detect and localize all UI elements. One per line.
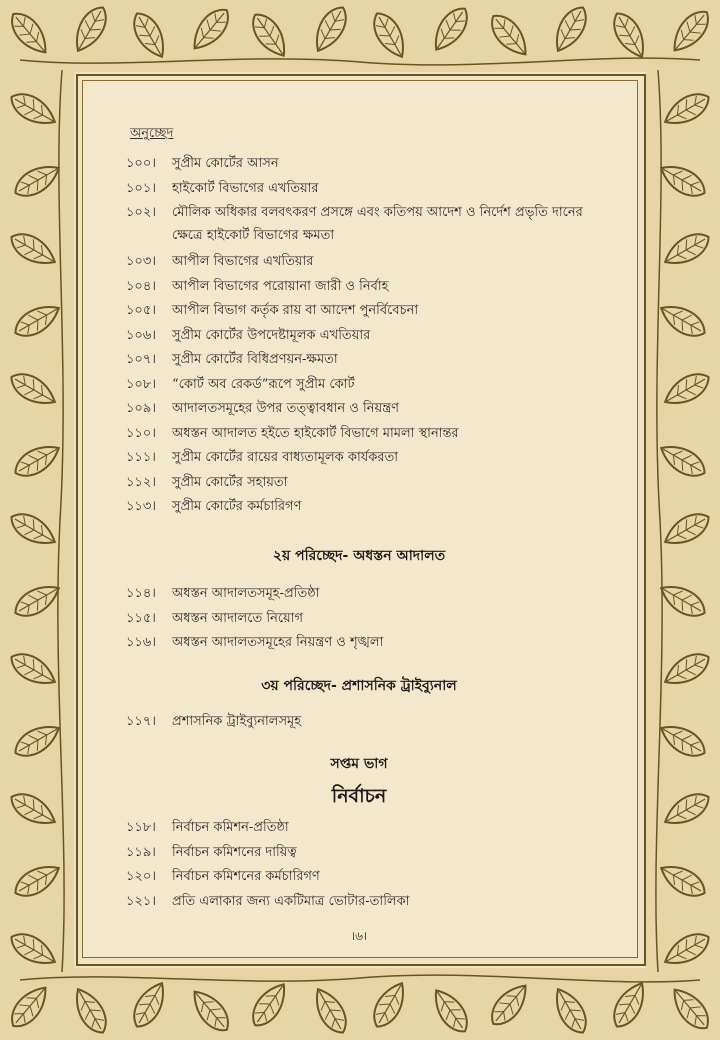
article-number: ১১০। (126, 425, 156, 441)
article-title: সুপ্রীম কোর্টের আসন (172, 156, 279, 171)
list-item (126, 152, 616, 175)
article-title: আপীল বিভাগ কর্তৃক রায় বা আদেশ পুনর্বিবেচনা (172, 303, 419, 318)
page-number: ।৬। (350, 929, 368, 943)
list-item (126, 397, 616, 420)
list-item (126, 422, 616, 445)
article-number: ১০২। (126, 205, 156, 220)
article-number: ১১৯। (126, 844, 156, 860)
article-title: অধস্তন আদালতসমূহের নিয়ন্ত্রণ ও শৃঙ্খলা (172, 635, 384, 650)
section-label: অনুচ্ছেদ (130, 126, 174, 141)
list-item (126, 582, 616, 605)
article-number: ১০৫। (126, 303, 156, 318)
article-number: ১০৮। (126, 376, 156, 392)
article-title: আদালতসমূহের উপর তত্ত্বাবধান ও নিয়ন্ত্রণ (172, 401, 400, 416)
list-item (126, 275, 616, 298)
article-title: সুপ্রীম কোর্টের কর্মচারিগণ (172, 499, 302, 514)
list-item (126, 201, 616, 247)
article-title: নির্বাচন কমিশন-প্রতিষ্ঠা (172, 820, 289, 835)
list-item (126, 299, 616, 322)
list-item (126, 177, 616, 200)
chapter-3-heading: ৩য় পরিচ্ছেদ- প্রশাসনিক ট্রাইব্যুনাল (261, 678, 457, 694)
article-number: ১১৪। (126, 586, 156, 601)
article-title: সুপ্রীম কোর্টের সহায়তা (172, 474, 288, 490)
article-number: ১১৬। (126, 635, 156, 650)
article-title: সুপ্রীম কোর্টের বিধিপ্রণয়ন-ক্ষমতা (172, 352, 338, 367)
article-number: ১১৫। (126, 610, 156, 626)
article-number: ১০৯। (126, 401, 156, 416)
article-number: ১১৮। (126, 820, 156, 835)
article-title: নির্বাচন কমিশনের কর্মচারিগণ (172, 869, 320, 884)
article-number: ১০৩। (126, 254, 156, 269)
list-item (126, 446, 616, 469)
article-title: অধস্তন আদালতে নিয়োগ (172, 610, 303, 626)
article-number: ১০০। (126, 156, 156, 171)
article-title: হাইকোর্ট বিভাগের এখতিয়ার (172, 180, 319, 196)
list-item (126, 890, 616, 913)
article-number: ১০৪। (126, 278, 156, 294)
list-item (126, 324, 616, 347)
article-title: অধস্তন আদালতসমূহ-প্রতিষ্ঠা (172, 586, 320, 601)
article-title: মৌলিক অধিকার বলবৎকরণ প্রসঙ্গে এবং কতিপয় আদেশ ও নির্দেশ প্রভৃতি দানের ক্ষেত্রে হাইকোর্ট বিভাগের ক্ষমতা (172, 205, 583, 243)
part-title: নির্বাচন (331, 785, 387, 807)
part-heading: সপ্তম ভাগ (330, 756, 388, 772)
list-item (126, 348, 616, 371)
content-area (82, 80, 636, 956)
article-number: ১০৭। (126, 352, 156, 367)
list-item (126, 841, 616, 864)
article-number: ১১১। (126, 450, 156, 465)
article-title: সুপ্রীম কোর্টের রায়ের বাধ্যতামূলক কার্যকরতা (172, 450, 399, 465)
article-number: ১১২। (126, 474, 156, 490)
list-item (126, 710, 616, 733)
article-title: আপীল বিভাগের পরোয়ানা জারী ও নির্বাহ (172, 278, 389, 294)
article-number: ১১৭। (126, 714, 156, 729)
article-title: “কোর্ট অব রেকর্ড”রূপে সুপ্রীম কোর্ট (172, 376, 355, 392)
article-title: অধস্তন আদালত হইতে হাইকোর্ট বিভাগে মামলা স্থানান্তর (172, 425, 459, 441)
list-item (126, 865, 616, 888)
list-item (126, 495, 616, 518)
list-item (126, 250, 616, 273)
article-number: ১১৩। (126, 499, 156, 514)
article-title: নির্বাচন কমিশনের দায়িত্ব (172, 844, 297, 860)
article-title: সুপ্রীম কোর্টের উপদেষ্টামূলক এখতিয়ার (172, 327, 371, 343)
article-number: ১২০। (126, 869, 156, 884)
list-item (126, 631, 616, 654)
article-title: প্রশাসনিক ট্রাইব্যুনালসমূহ (172, 714, 302, 729)
article-number: ১০৬। (126, 327, 156, 343)
article-title: প্রতি এলাকার জন্য একটিমাত্র ভোটার-তালিকা (172, 893, 410, 909)
list-item (126, 471, 616, 494)
article-title: আপীল বিভাগের এখতিয়ার (172, 254, 314, 269)
article-number: ১০১। (126, 180, 156, 196)
article-number: ১২১। (126, 893, 156, 909)
list-item (126, 816, 616, 839)
list-item (126, 373, 616, 396)
chapter-2-heading: ২য় পরিচ্ছেদ- অধস্তন আদালত (272, 548, 446, 564)
list-item (126, 607, 616, 630)
